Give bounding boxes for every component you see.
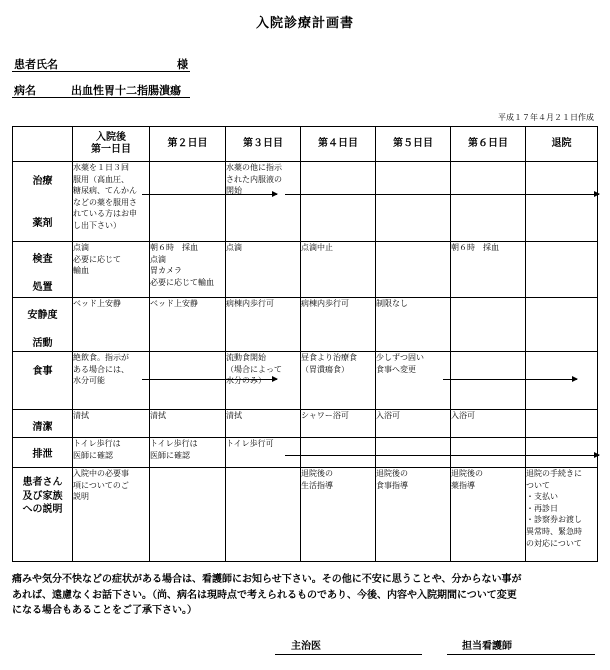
cell-text: 朝６時 採血 (150, 243, 198, 252)
cell-text: シャワー浴可 (301, 411, 349, 420)
cell-text: れている方はお申 (73, 209, 137, 219)
patient-suffix: 様 (177, 58, 188, 71)
document-title: 入院診療計画書 (255, 16, 354, 31)
plan-cell (301, 352, 376, 410)
cell-text: ・支払い (526, 492, 558, 502)
cell-text: 必要に応じて (73, 254, 121, 264)
cell-text: 点滴 (73, 243, 89, 252)
row-header-line: 及び家族 (22, 490, 63, 502)
table-row (13, 438, 598, 468)
plan-cell (376, 352, 451, 410)
row-header-line: 活動 (32, 338, 53, 349)
column-header-3 (226, 127, 301, 162)
cell-text: （場合によって (226, 364, 282, 374)
table-row (13, 468, 598, 562)
cell-text: 点滴中止 (301, 243, 333, 252)
cell-text: ・診察券お渡し (526, 515, 582, 525)
note-line-1: 痛みや気分不快などの症状がある場合は、看護師にお知らせ下さい。その他に不安に思うことや、分からない事が (12, 574, 522, 585)
disease-label: 病名 (14, 84, 36, 97)
plan-cell (73, 352, 150, 410)
cell-text: 食事指導 (376, 480, 408, 490)
row-header-line: 薬剤 (32, 218, 53, 229)
plan-cell (376, 468, 451, 562)
column-header-4 (301, 127, 376, 162)
plan-cell (150, 410, 226, 438)
cell-text: ・再診日 (526, 503, 558, 513)
column-header-7 (526, 127, 598, 162)
plan-cell (526, 352, 598, 410)
plan-cell (376, 438, 451, 468)
table-row (13, 242, 598, 298)
row-header (13, 162, 73, 242)
cell-text: 水分のみ） (226, 376, 266, 386)
plan-cell (526, 242, 598, 298)
plan-cell (376, 242, 451, 298)
column-header-line-1: 第４日目 (318, 137, 358, 149)
cell-text: ついて (526, 480, 550, 490)
plan-cell (73, 162, 150, 242)
cell-text: 医師に確認 (150, 450, 190, 460)
row-header (13, 410, 73, 438)
column-header-line-1: 入院後 (96, 131, 126, 143)
cell-text: 少しずつ固い (376, 353, 424, 362)
row-header-line: 安静度 (27, 310, 58, 321)
column-header-2 (150, 127, 226, 162)
row-header-line: 患者さん (22, 477, 63, 488)
cell-text: し出下さい） (73, 220, 121, 230)
cell-text: 退院後の (451, 469, 483, 478)
column-header-line-1: 退院 (551, 137, 572, 149)
plan-cell (451, 468, 526, 562)
row-header-line: 排泄 (32, 449, 53, 460)
cell-text: 入浴可 (376, 411, 400, 420)
cell-text: 絶飲食。指示が (73, 353, 129, 362)
column-header-5 (376, 127, 451, 162)
table-row (13, 352, 598, 410)
cell-text: 水薬を１日３回 (73, 163, 129, 172)
plan-cell (150, 162, 226, 242)
plan-cell (150, 298, 226, 352)
plan-cell (526, 468, 598, 562)
plan-cell (150, 352, 226, 410)
cell-text: 糖尿病、てんかん (73, 186, 137, 196)
patient-name-line (12, 71, 190, 72)
cell-text: 説明 (73, 492, 89, 502)
cell-text: 点滴 (226, 243, 242, 252)
cell-text: ベッド上安静 (73, 299, 121, 308)
cell-text: 入浴可 (451, 411, 475, 420)
cell-text: などの薬を服用さ (73, 197, 137, 207)
cell-text: 輸血 (73, 266, 89, 276)
cell-text: トイレ歩行は (150, 439, 198, 448)
column-header-line-2: 第一日目 (91, 144, 131, 155)
row-header-line: 清潔 (32, 422, 53, 433)
note-line-2: あれば、遠慮なくお話下さい。（尚、病名は現時点で考えられるものであり、今後、内容や入院期間について変更 (12, 589, 517, 601)
doctor-label: 主治医 (291, 641, 321, 652)
table-row (13, 162, 598, 242)
column-header-line-1: 第６日目 (468, 137, 508, 149)
plan-cell (226, 162, 301, 242)
plan-cell (301, 162, 376, 242)
plan-cell (226, 298, 301, 352)
plan-cell (376, 410, 451, 438)
header-row (13, 127, 598, 162)
nurse-label: 担当看護師 (462, 641, 512, 652)
cell-text: 昼食より治療食 (301, 353, 357, 362)
patient-note (12, 572, 602, 619)
cell-text: 病棟内歩行可 (226, 299, 274, 308)
disease-line (12, 97, 190, 98)
cell-text: 清拭 (226, 411, 242, 420)
plan-cell (73, 298, 150, 352)
row-header (13, 298, 73, 352)
cell-text: 入院中の必要事 (73, 469, 129, 478)
cell-text: 開始 (226, 186, 242, 196)
row-header (13, 468, 73, 562)
plan-cell (73, 468, 150, 562)
cell-text: （胃潰瘍食） (301, 364, 349, 374)
cell-text: 流動食開始 (226, 353, 266, 362)
cell-text: 生活指導 (301, 480, 333, 490)
row-header-line: 食事 (32, 366, 53, 377)
plan-cell (226, 438, 301, 468)
plan-cell (73, 242, 150, 298)
patient-name-label: 患者氏名 (14, 58, 58, 71)
plan-cell (451, 438, 526, 468)
plan-cell (301, 468, 376, 562)
row-header-line: 検査 (32, 254, 53, 265)
cell-text: の対応について (526, 538, 582, 548)
plan-cell (226, 410, 301, 438)
plan-cell (526, 298, 598, 352)
cell-text: ある場合には、 (73, 364, 129, 374)
plan-cell (73, 410, 150, 438)
plan-cell (376, 162, 451, 242)
column-header-line-1: 第３日目 (243, 137, 283, 149)
cell-text: 必要に応じて輸血 (150, 277, 214, 287)
cell-text: 病棟内歩行可 (301, 299, 349, 308)
header-corner (13, 127, 73, 162)
cell-text: トイレ歩行可 (226, 439, 274, 448)
row-header-line: 処置 (32, 282, 53, 293)
cell-text: 朝６時 採血 (451, 243, 499, 252)
cell-text: 項についてのご (73, 480, 129, 490)
column-header-6 (451, 127, 526, 162)
disease-name: 出血性胃十二指腸潰瘍 (71, 84, 181, 97)
cell-text: 清拭 (73, 411, 89, 420)
column-header-line-1: 第５日目 (393, 137, 433, 149)
plan-cell (73, 438, 150, 468)
plan-cell (451, 242, 526, 298)
row-header-line: への説明 (22, 504, 63, 515)
cell-text: 退院後の (376, 469, 408, 478)
plan-cell (526, 410, 598, 438)
doctor-sign-line (275, 654, 422, 655)
cell-text: 制限なし (376, 299, 408, 308)
row-header (13, 352, 73, 410)
plan-cell (526, 438, 598, 468)
cell-text: 医師に確認 (73, 450, 113, 460)
plan-cell (150, 438, 226, 468)
column-header-1 (73, 127, 150, 162)
cell-text: 食事へ変更 (376, 364, 416, 374)
plan-cell (376, 298, 451, 352)
cell-text: 胃カメラ (150, 266, 182, 276)
created-date: 平成１７年４月２１日作成 (498, 113, 594, 122)
cell-text: 水薬の他に指示 (226, 163, 282, 172)
cell-text: トイレ歩行は (73, 439, 121, 448)
plan-cell (301, 438, 376, 468)
column-header-line-1: 第２日目 (167, 137, 208, 149)
plan-cell (150, 242, 226, 298)
plan-cell (451, 162, 526, 242)
cell-text: 退院の手続きに (526, 469, 582, 478)
plan-cell (451, 410, 526, 438)
table-row (13, 410, 598, 438)
row-header (13, 438, 73, 468)
plan-cell (301, 242, 376, 298)
row-header-line: 治療 (32, 176, 53, 187)
cell-text: 異常時、緊急時 (526, 526, 582, 536)
table-row (13, 298, 598, 352)
cell-text: 水分可能 (73, 376, 105, 386)
cell-text: 服用（高血圧、 (73, 174, 129, 184)
cell-text: 退院後の (301, 469, 333, 478)
plan-cell (451, 352, 526, 410)
cell-text: 点滴 (150, 254, 166, 264)
cell-text: 清拭 (150, 411, 166, 420)
plan-cell (150, 468, 226, 562)
plan-cell (226, 468, 301, 562)
cell-text: 薬指導 (451, 480, 475, 490)
note-line-3: になる場合もあることをご了承下さい。） (12, 605, 197, 616)
plan-cell (301, 298, 376, 352)
nurse-sign-line (447, 654, 595, 655)
plan-cell (526, 162, 598, 242)
care-plan-table (12, 126, 598, 562)
plan-cell (301, 410, 376, 438)
plan-cell (226, 352, 301, 410)
plan-cell (451, 298, 526, 352)
cell-text: された内服液の (226, 174, 282, 184)
row-header (13, 242, 73, 298)
plan-cell (226, 242, 301, 298)
cell-text: ベッド上安静 (150, 299, 198, 308)
